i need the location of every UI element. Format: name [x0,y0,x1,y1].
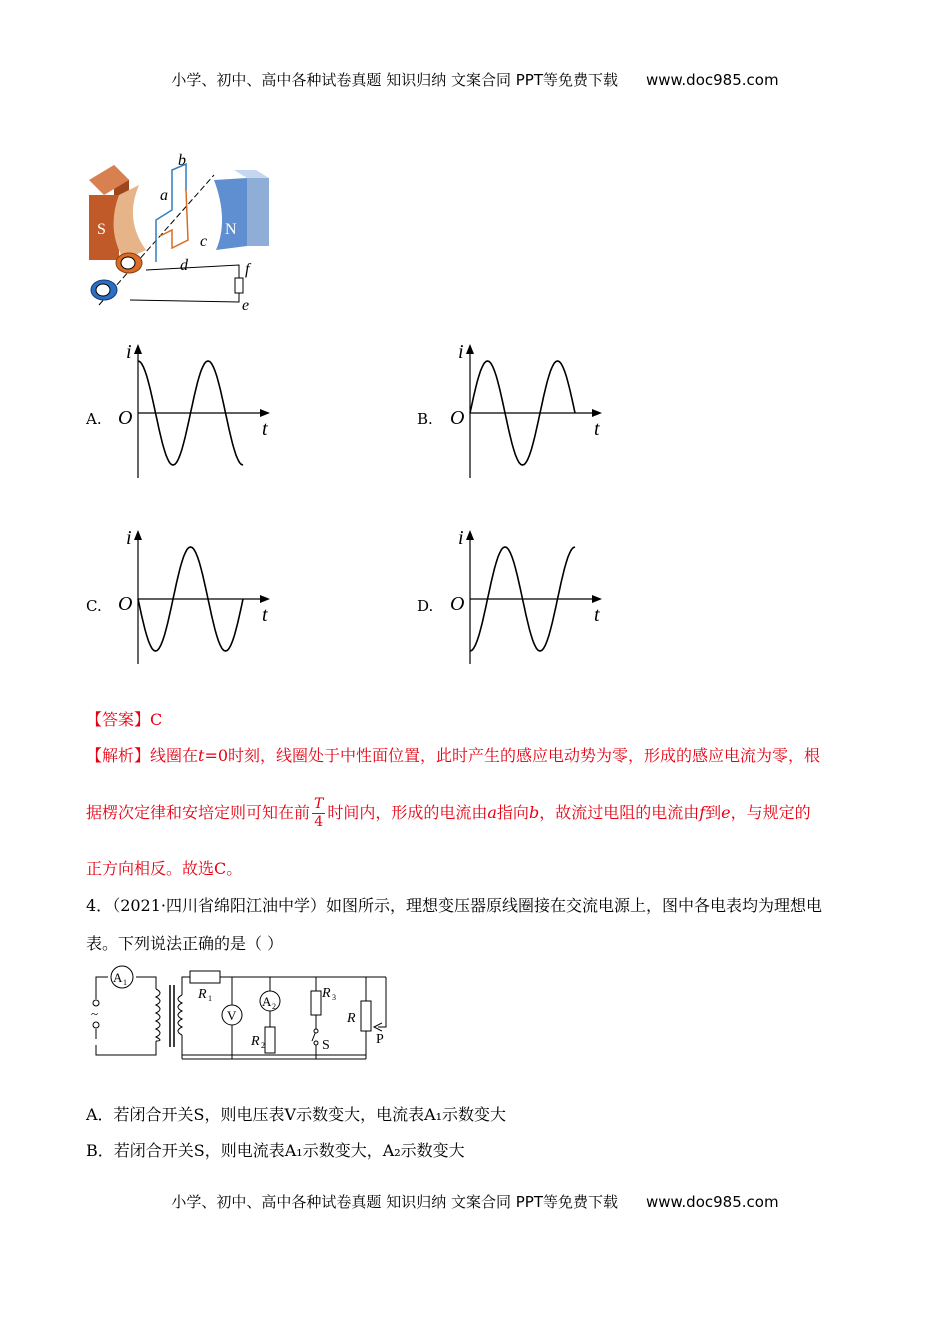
var-e: e [721,803,731,822]
header-text: 小学、初中、高中各种试卷真题 知识归纳 文案合同 PPT等免费下载 [171,71,618,89]
question-4-option-b: B．若闭合开关S，则电流表A₁示数变大，A₂示数变大 [86,1141,465,1160]
analysis-line-2 [86,796,811,831]
x-arrow [260,409,270,417]
fraction-t-over-4 [312,796,325,831]
y-arrow [134,530,142,540]
r2-label: R [251,1034,260,1049]
analysis-text: ，故流过电阻的电流由 [539,803,700,822]
a2-sub: 2 [272,1002,276,1011]
footer-text: 小学、初中、高中各种试卷真题 知识归纳 文案合同 PPT等免费下载 [171,1193,618,1211]
r2-sub: 2 [261,1041,265,1050]
axis-t-label: t [594,604,600,626]
label-c: c [200,233,208,250]
analysis-text: =0时刻，线圈处于中性面位置，此时产生的感应电动势为零，形成的感应电流为零，根 [204,746,821,765]
r1-sub: 1 [208,994,212,1003]
y-arrow [134,344,142,354]
question-text: （2021·四川省绵阳江油中学）如图所示，理想变压器原线圈接在交流电源上，图中各电表均为理想电 [112,896,822,915]
r3-sub: 3 [332,993,336,1002]
option-b-letter: B. [417,410,433,428]
axis-i-label: i [458,341,464,363]
analysis-text: ，与规定的 [730,803,811,822]
p-label: P [376,1032,384,1047]
r-label: R [347,1011,356,1026]
resistor [235,278,243,293]
answer-value: C [150,710,163,729]
origin-label: O [450,593,465,615]
ac-source: ~ [91,1006,99,1021]
question-4-line-1 [86,896,822,916]
magnet-s [89,165,146,260]
header-site: www.doc985.com [645,71,779,89]
var-t: t [198,746,205,765]
answer-line [86,710,162,730]
generator-figure [84,150,274,315]
axis-t-label: t [262,604,268,626]
option-c-graph [112,524,277,669]
label-b: b [178,152,186,169]
analysis-text: 线圈在 [150,746,199,765]
option-d-letter: D. [417,597,434,615]
option-a-graph [112,338,277,483]
magnet-n-label: N [225,221,237,238]
analysis-line-1 [86,746,820,766]
analysis-text: 时间内，形成的电流由 [327,803,488,822]
analysis-tag: 【解析】 [86,746,151,765]
analysis-text: 到 [705,803,722,822]
coil-ab [156,164,186,262]
footer-site: www.doc985.com [645,1193,779,1211]
magnet-n [214,170,269,250]
fraction-denominator: 4 [314,814,324,830]
var-a: a [487,803,497,822]
page-header [0,69,950,90]
page-footer [0,1191,950,1212]
x-arrow [592,595,602,603]
magnet-s-label: S [97,221,106,238]
v-label: V [227,1008,237,1023]
x-arrow [592,409,602,417]
s-label: S [322,1038,330,1053]
var-b: b [528,803,540,822]
label-d: d [180,257,188,274]
analysis-line-3: 正方向相反。故选C。 [86,859,243,878]
analysis-text: 据楞次定律和安培定则可知在前 [86,803,311,822]
a1-label: A [113,970,123,985]
axis-t-label: t [262,418,268,440]
y-arrow [466,530,474,540]
axis-t-label: t [594,418,600,440]
x-arrow [260,595,270,603]
question-4-option-a: A．若闭合开关S，则电压表V示数变大，电流表A₁示数变大 [86,1105,507,1124]
label-f: f [245,261,250,278]
transformer-circuit [86,965,396,1065]
var-f: f [699,803,706,822]
option-c-letter: C. [86,597,102,615]
axis-i-label: i [126,341,132,363]
label-a: a [160,187,168,204]
origin-label: O [118,407,133,429]
option-a-letter: A. [86,410,102,428]
option-b-graph [444,338,609,483]
option-d-graph [444,524,609,669]
axis-i-label: i [458,527,464,549]
r3-label: R [322,986,331,1001]
fraction-numerator: T [314,796,324,812]
origin-label: O [450,407,465,429]
origin-label: O [118,593,133,615]
a1-sub: 1 [123,978,127,987]
axis-i-label: i [126,527,132,549]
analysis-text: 指向 [496,803,529,822]
y-arrow [466,344,474,354]
r1-label: R [198,987,207,1002]
a2-label: A [262,994,272,1009]
question-4-line-2: 表。下列说法正确的是（ ） [86,934,284,953]
question-number: 4． [86,896,113,915]
answer-tag: 【答案】 [86,710,151,729]
label-e: e [242,297,250,314]
